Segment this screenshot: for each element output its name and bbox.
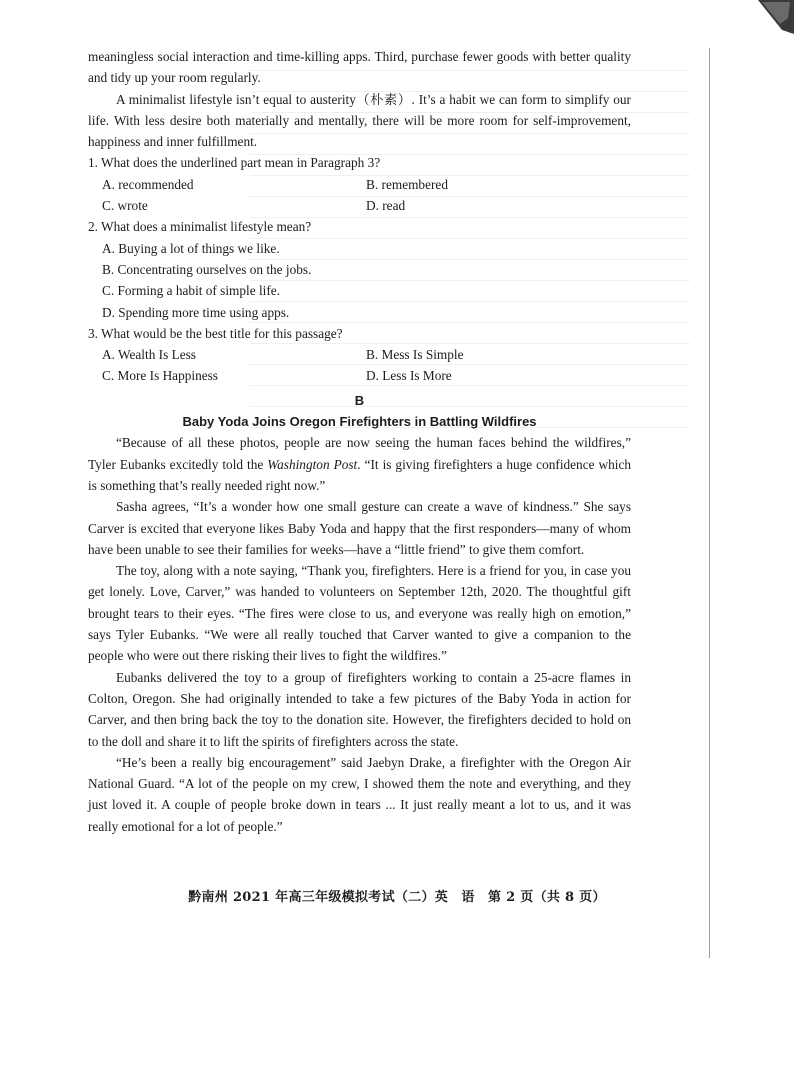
question-2 bbox=[88, 216, 631, 322]
page-content bbox=[88, 46, 631, 837]
option: B. Mess Is Simple bbox=[366, 347, 464, 363]
option: C. More Is Happiness bbox=[102, 368, 218, 384]
passage-title: Baby Yoda Joins Oregon Firefighters in Battling Wildfires bbox=[182, 414, 537, 430]
options-list bbox=[102, 238, 631, 323]
passage-b-paragraph: “He’s been a really big encouragement” said Jaebyn Drake, a firefighter with the Oregon Air National Guard. “A lot of the people on my crew, I showed them the note and everything, and they just loved it. A couple of people broke down in tears ... It just really meant a lot to us, and it was really emotional for a lot of people.” bbox=[88, 754, 631, 834]
passage-a-paragraph: meaningless social interaction and time-killing apps. Third, purchase fewer goods with better quality and tidy up your room regularly. bbox=[88, 49, 631, 86]
section-label: B bbox=[354, 392, 365, 408]
question-stem: 3. What would be the best title for this passage? bbox=[88, 325, 343, 341]
publication-name: Washington Post bbox=[267, 456, 358, 472]
text-segment: “Because of all these photos, people are now seeing the human faces behind the wildfires,” Tyler Eubanks excitedly told the bbox=[88, 435, 631, 472]
passage-b-paragraph bbox=[88, 432, 631, 496]
option: D. read bbox=[366, 198, 406, 214]
corner-punch-mark bbox=[758, 0, 794, 34]
passage-b-paragraph: Sasha agrees, “It’s a wonder how one small gesture can create a wave of kindness.” She says Carver is excited that everyone likes Baby Yoda and happy that the first responders—many of whom have been unable to see their families for weeks—have a “little friend” to give them comfort. bbox=[88, 499, 631, 557]
text-segment: . “It is giving firefighters a huge confidence which is something that’s really needed right now.” bbox=[88, 456, 631, 493]
margin-rule bbox=[709, 48, 710, 958]
passage-a-paragraph: A minimalist lifestyle isn’t equal to austerity（朴素）. It’s a habit we can form to simplify our life. With less desire both materially and mentally, there will be more room for self-improvement, happiness and inner fulfillment. bbox=[88, 91, 631, 150]
option: A. recommended bbox=[102, 176, 194, 192]
passage-b-paragraph: The toy, along with a note saying, “Thank you, firefighters. Here is a friend for you, in case you get lonely. Love, Carver,” was handed to volunteers on September 12th, 2020. The thoughtful gift brought tears to their eyes. “The fires were close to us, and everyone was really high on emotion,” says Tyler Eubanks. “We were all really touched that Carver wanted to give a companion to the people who were out there risking their lives to fight the wildfires.” bbox=[88, 563, 631, 664]
options-grid bbox=[102, 174, 631, 217]
question-stem: 1. What does the underlined part mean in Paragraph 3? bbox=[88, 155, 381, 171]
page-footer: 黔南州 2021 年高三年级模拟考试（二）英 语 第 2 页（共 8 页） bbox=[188, 890, 606, 905]
question-3 bbox=[88, 323, 631, 387]
option: A. Buying a lot of things we like. bbox=[102, 240, 280, 256]
option: C. wrote bbox=[102, 198, 148, 214]
options-grid bbox=[102, 344, 631, 387]
passage-b-paragraph: Eubanks delivered the toy to a group of firefighters working to contain a 25-acre flames in Colton, Oregon. She had originally intended to take a few pictures of the Baby Yoda in action for Carver, and then bring back the toy to the donation site. However, the firefighters decided to hold on to the doll and share it to lift the spirits of firefighters across the state. bbox=[88, 669, 631, 749]
option: B. remembered bbox=[366, 176, 448, 192]
option: C. Forming a habit of simple life. bbox=[102, 283, 281, 299]
question-stem: 2. What does a minimalist lifestyle mean? bbox=[88, 219, 312, 235]
option: D. Spending more time using apps. bbox=[102, 304, 290, 320]
option: A. Wealth Is Less bbox=[102, 347, 196, 363]
option: D. Less Is More bbox=[366, 368, 452, 384]
option: B. Concentrating ourselves on the jobs. bbox=[102, 261, 312, 277]
question-1 bbox=[88, 152, 631, 216]
